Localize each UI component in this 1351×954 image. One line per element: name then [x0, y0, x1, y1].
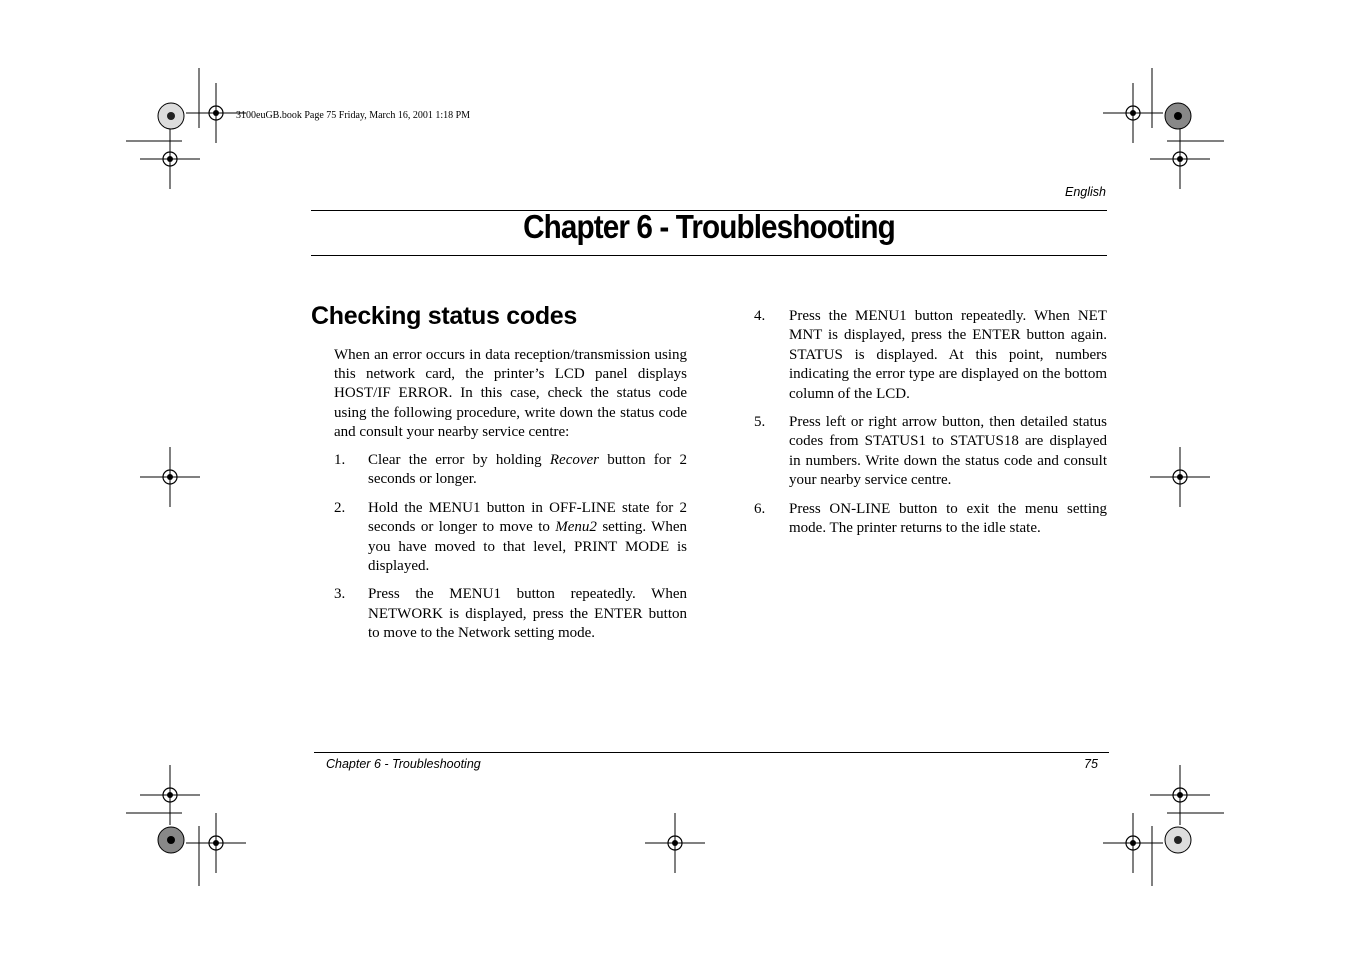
left-column [334, 346, 687, 653]
list-item: 3. Press the MENU1 button repeatedly. When NETWORK is displayed, press the ENTER button to move to the Network setting mode. [334, 586, 687, 642]
footer-rule [314, 752, 1109, 753]
right-column [754, 307, 1107, 547]
registration-mark-icon [1103, 813, 1163, 873]
registration-mark-icon [1150, 447, 1210, 507]
registration-mark-icon [140, 765, 200, 825]
registration-mark-icon [645, 813, 705, 873]
color-bar-icon [1165, 827, 1191, 853]
registration-mark-icon [1103, 83, 1163, 143]
list-item: 5. Press left or right arrow button, then detailed status codes from STATUS1 to STATUS18 are displayed in numbers. Write down the status code and consult your nearby service centre. [754, 414, 1107, 489]
list-item: 2. Hold the MENU1 button in OFF-LINE state for 2 seconds or longer to move to Menu2 setting. When you have moved to that level, PRINT MODE is displayed. [334, 499, 687, 575]
section-title: Checking status codes [311, 302, 578, 330]
color-bar-icon [158, 103, 184, 129]
registration-mark-icon [140, 447, 200, 507]
steps-list-right [754, 307, 1107, 538]
footer-chapter: Chapter 6 - Troubleshooting [326, 757, 481, 771]
list-item: 6. Press ON-LINE button to exit the menu setting mode. The printer returns to the idle state. [754, 500, 1107, 537]
list-item: 4. Press the MENU1 button repeatedly. When NET MNT is displayed, press the ENTER button again. STATUS is displayed. At this point, numbers indicating the error type are displayed on the bottom column of the LCD. [754, 308, 1107, 402]
steps-list-left [334, 451, 687, 644]
intro-paragraph: When an error occurs in data reception/transmission using this network card, the printer’s LCD panel displays HOST/IF ERROR. In this case, check the status code using the following procedure, write down the status code and consult your nearby service centre: [334, 347, 687, 440]
registration-mark-icon [140, 129, 200, 189]
chapter-title: Chapter 6 - Troubleshooting [523, 208, 895, 245]
color-bar-icon [1165, 103, 1191, 129]
color-bar-icon [158, 827, 184, 853]
list-item: 1. Clear the error by holding Recover button for 2 seconds or longer. [334, 452, 687, 488]
file-info: 3100euGB.book Page 75 Friday, March 16, 2001 1:18 PM [236, 110, 471, 121]
language-label: English [1065, 185, 1106, 199]
title-rule-bottom [311, 255, 1107, 256]
registration-mark-icon [1150, 129, 1210, 189]
page-number: 75 [1084, 757, 1098, 771]
registration-mark-icon [186, 813, 246, 873]
registration-mark-icon [1150, 765, 1210, 825]
